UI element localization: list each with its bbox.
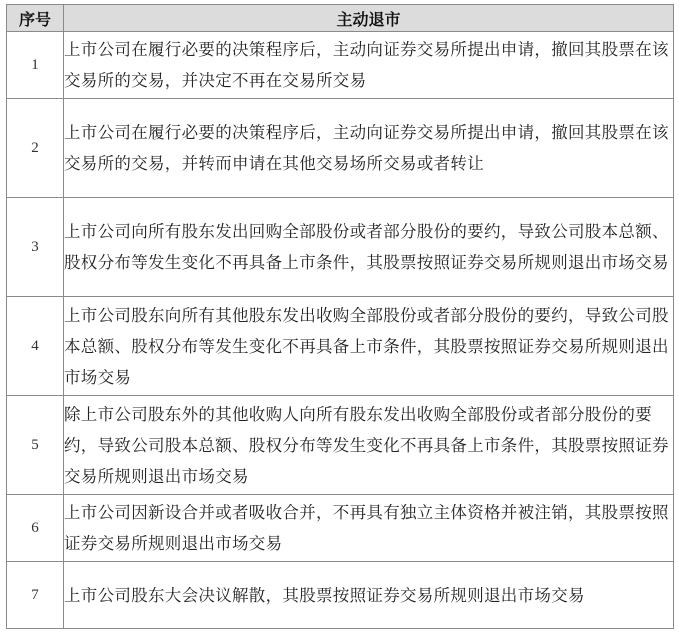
voluntary-delisting-table [6, 4, 674, 629]
row-text: 上市公司股东大会决议解散，其股票按照证券交易所规则退出市场交易 [64, 562, 674, 629]
table-row [7, 198, 674, 297]
row-number: 4 [7, 297, 64, 396]
table-row [7, 562, 674, 629]
table-row [7, 99, 674, 198]
row-number: 6 [7, 495, 64, 562]
header-content: 主动退市 [64, 5, 674, 32]
row-text: 上市公司在履行必要的决策程序后，主动向证券交易所提出申请，撤回其股票在该交易所的交易，并决定不再在交易所交易 [64, 32, 674, 99]
row-text: 上市公司股东向所有其他股东发出收购全部股份或者部分股份的要约，导致公司股本总额、股权分布等发生变化不再具备上市条件，其股票按照证券交易所规则退出市场交易 [64, 297, 674, 396]
row-number: 7 [7, 562, 64, 629]
row-number: 3 [7, 198, 64, 297]
row-number: 5 [7, 396, 64, 495]
row-text: 除上市公司股东外的其他收购人向所有股东发出收购全部股份或者部分股份的要约，导致公司股本总额、股权分布等发生变化不再具备上市条件，其股票按照证券交易所规则退出市场交易 [64, 396, 674, 495]
header-index: 序号 [7, 5, 64, 32]
row-number: 1 [7, 32, 64, 99]
table-header-row [7, 5, 674, 32]
row-number: 2 [7, 99, 64, 198]
table-row [7, 396, 674, 495]
row-text: 上市公司在履行必要的决策程序后，主动向证券交易所提出申请，撤回其股票在该交易所的交易，并转而申请在其他交易场所交易或者转让 [64, 99, 674, 198]
row-text: 上市公司因新设合并或者吸收合并，不再具有独立主体资格并被注销，其股票按照证券交易所规则退出市场交易 [64, 495, 674, 562]
table-row [7, 495, 674, 562]
table-row [7, 32, 674, 99]
row-text: 上市公司向所有股东发出回购全部股份或者部分股份的要约，导致公司股本总额、股权分布等发生变化不再具备上市条件，其股票按照证券交易所规则退出市场交易 [64, 198, 674, 297]
table-row [7, 297, 674, 396]
